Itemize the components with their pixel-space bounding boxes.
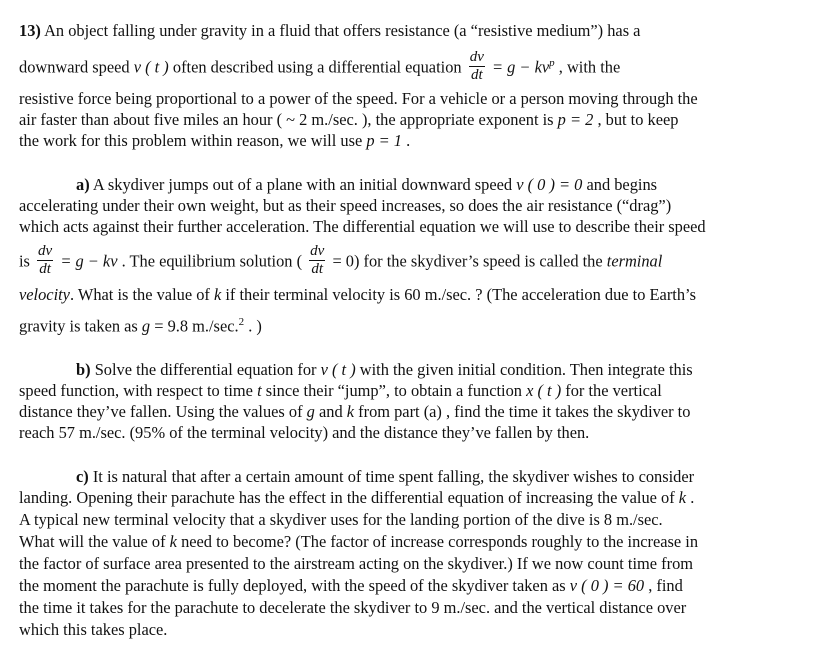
part-b-label: b) — [76, 360, 91, 379]
derivative-fraction: $\frac{dv}{dt}$ — [38, 243, 53, 277]
derivative-fraction: $\frac{dv}{dt}$ — [310, 243, 325, 277]
part-c-line-3: A typical new terminal velocity that a skydiver uses for the landing portion of the dive is 8 m./sec. — [19, 510, 663, 529]
part-b-line-2: speed function, with respect to time t since their “jump”, to obtain a function x ( t ) for the vertical — [19, 381, 662, 400]
part-a-line-2: accelerating under their own weight, but as their speed increases, so does the air resistance (“drag”) — [19, 196, 672, 215]
part-a-line-5: velocity. What is the value of k if their terminal velocity is 60 m./sec. ? (The acceleration due to Earth’s — [19, 285, 696, 304]
intro-line-5: the work for this problem within reason, we will use p = 1 . — [19, 131, 411, 150]
intro-line-4: air faster than about five miles an hour ( ~ 2 m./sec. ), the appropriate exponent is p = 2 , but to keep — [19, 110, 679, 129]
part-b-line-4: reach 57 m./sec. (95% of the terminal velocity) and the distance they’ve fallen by then. — [19, 423, 590, 442]
derivative-fraction: $\frac{dv}{dt}$ — [469, 49, 484, 83]
problem-number: 13) — [19, 21, 41, 40]
part-b-line-3: distance they’ve fallen. Using the values of g and k from part (a) , find the time it takes the skydiver to — [19, 402, 691, 421]
part-c-line-7: the time it takes for the parachute to decelerate the skydiver to 9 m./sec. and the vertical distance over — [19, 598, 687, 617]
part-c-line-2: landing. Opening their parachute has the effect in the differential equation of increasing the value of k . — [19, 488, 695, 507]
part-c-line-8: which this takes place. — [19, 620, 168, 639]
intro-line-1: 13) An object falling under gravity in a fluid that offers resistance (a “resistive medium”) has a — [19, 21, 641, 40]
part-c-line-4: What will the value of k need to become? (The factor of increase corresponds roughly to the increase in — [19, 532, 699, 551]
intro-line-2: downward speed v ( t ) often described using a differential equation $\frac{dv}{dt}$ = $g - kv^p$ , with the — [19, 49, 621, 83]
part-a-line-4: is $\frac{dv}{dt}$ = g − kv . The equilibrium solution ( $\frac{dv}{dt}$ = 0) for the skydiver’s speed is called the terminal — [19, 243, 663, 277]
part-a-line-6: gravity is taken as g = 9.8 m./sec.$^2$ . ) — [19, 316, 262, 336]
part-c-label: c) — [76, 467, 89, 486]
part-c-line-5: the factor of surface area presented to the airstream acting on the skydiver.) If we now count time from — [19, 554, 694, 573]
part-a-line-3: which acts against their further acceleration. The differential equation we will use to describe their speed — [19, 217, 706, 236]
part-c-line-1: c) It is natural that after a certain amount of time spent falling, the skydiver wishes to consider — [76, 467, 695, 486]
intro-line-3: resistive force being proportional to a power of the speed. For a vehicle or a person moving through the — [19, 89, 698, 108]
part-a-line-1: a) A skydiver jumps out of a plane with an initial downward speed v ( 0 ) = 0 and begins — [76, 175, 658, 194]
part-b-line-1: b) Solve the differential equation for v ( t ) with the given initial condition. Then integrate this — [76, 360, 693, 379]
part-a-label: a) — [76, 175, 90, 194]
part-c-line-6: the moment the parachute is fully deployed, with the speed of the skydiver taken as v ( 0 ) = 60 , find — [19, 576, 683, 595]
